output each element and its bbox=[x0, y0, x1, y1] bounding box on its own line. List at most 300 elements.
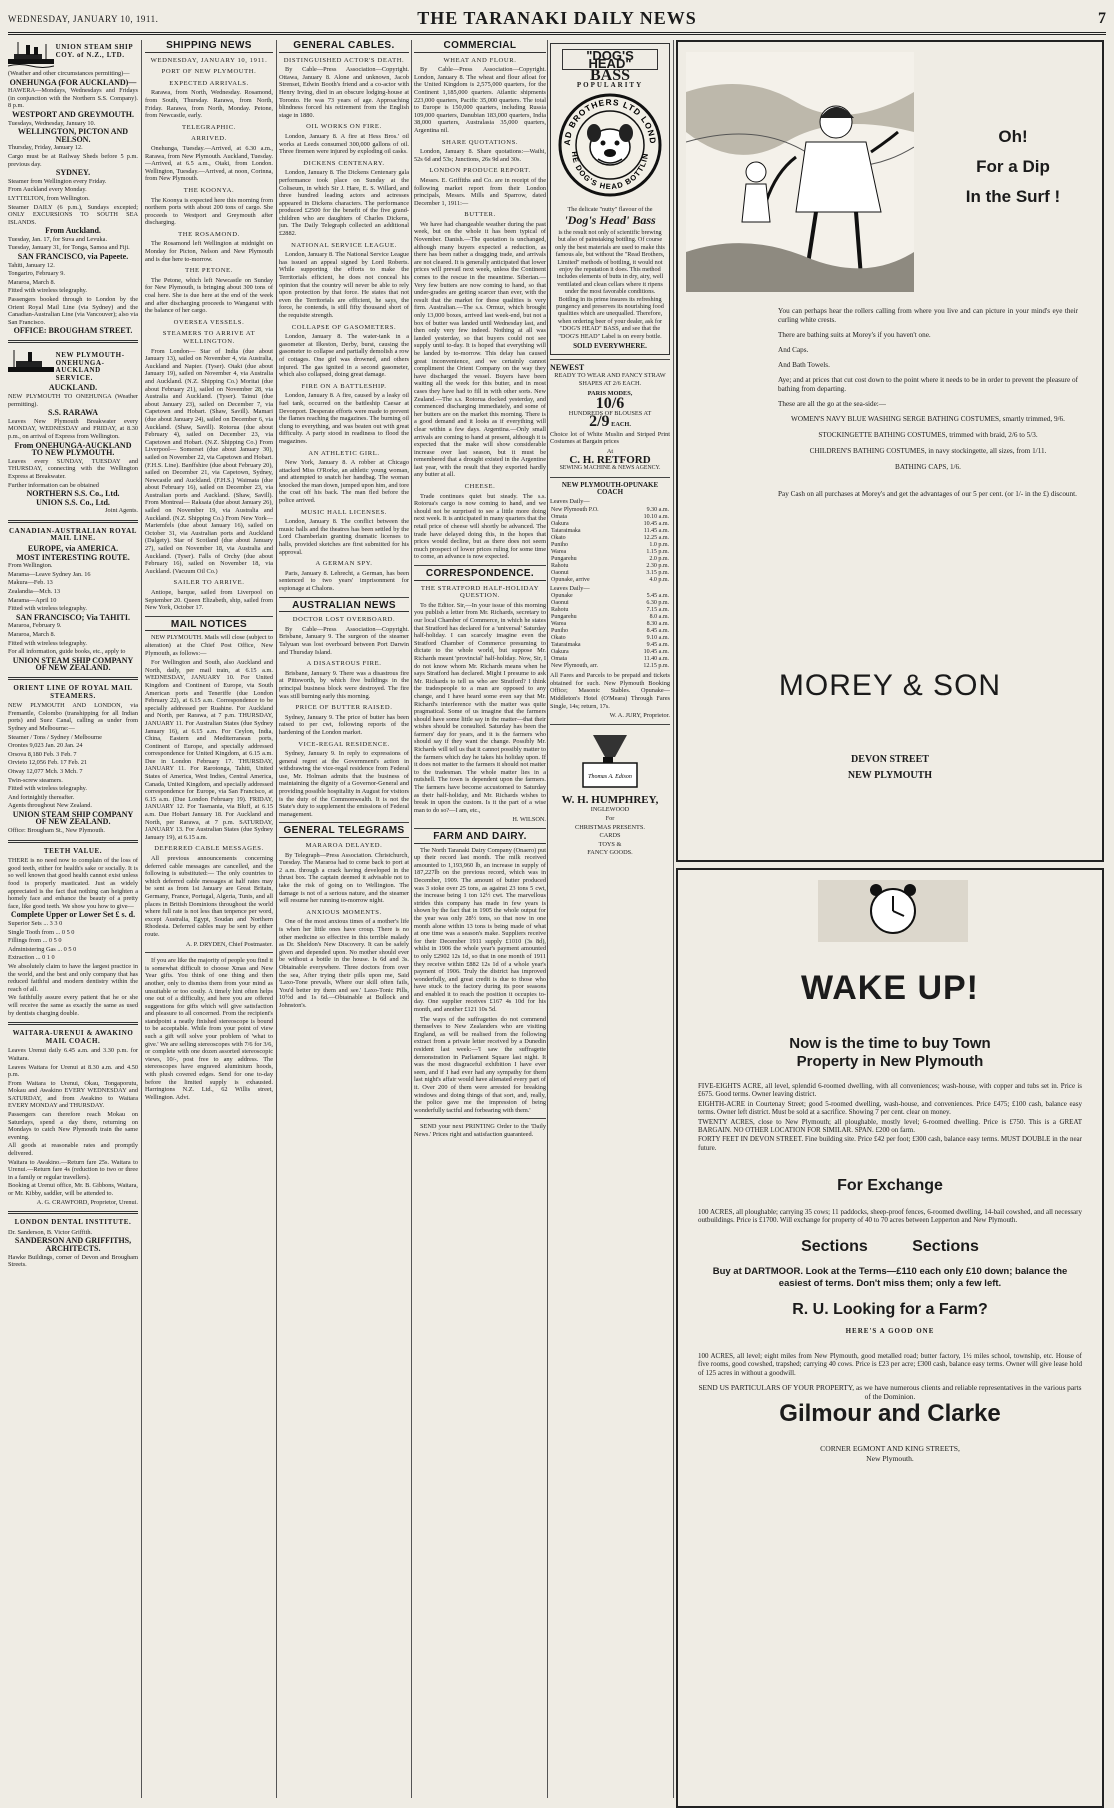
ad-line: Extraction ... 0 1 0 bbox=[8, 954, 55, 962]
timetable-stop: Omata bbox=[551, 513, 567, 520]
sections-heading bbox=[678, 1238, 1102, 1255]
farm-heading: R. U. Looking for a Farm? bbox=[792, 1301, 988, 1318]
ad-line: UNION S.S. Co., Ltd. bbox=[36, 497, 110, 507]
dogs-head-bass-ad bbox=[550, 43, 670, 355]
ad-text: For bbox=[605, 814, 615, 822]
ad-line: Tahiti, January 12. bbox=[8, 261, 55, 269]
article-text: The Rosamond left Wellington at midnight on Monday for Picton, Nelson and New Plymouth and is due here to-morrow. bbox=[145, 240, 273, 263]
ad-line: S.S. RARAWA bbox=[47, 408, 98, 418]
timetable-time: 12.15 p.m. bbox=[643, 663, 669, 670]
ad-line: UNION STEAM SHIP COMPANY OF NEW ZEALAND. bbox=[12, 809, 134, 827]
timetable-stop: Puniho bbox=[551, 628, 569, 635]
dartmoor-text: Buy at DARTMOOR. Look at the Terms—£110 each only £10 down; balance the easiest of terms. Don't miss them; only a few left. bbox=[712, 1266, 1068, 1289]
list-item: BATHING CAPS, 1/6. bbox=[895, 463, 961, 471]
signature: H. WILSON. bbox=[512, 816, 546, 824]
ad-line: Mararoa, March 8. bbox=[8, 278, 56, 286]
ad-line: OFFICE: BROUGHAM STREET. bbox=[13, 326, 133, 336]
timetable-stop: New Plymouth P.O. bbox=[551, 506, 599, 513]
list-item: FIVE-EIGHTS ACRE, all level, splendid 6-roomed dwelling, with all conveniences; wash-house, with copper and tubs set in. Price is £675. Good terms. Owner leaving district. bbox=[698, 1082, 1082, 1099]
subheading: DOCTOR LOST OVERBOARD. bbox=[292, 616, 396, 624]
ad-title: WAITARA-URENUI & AWAKINO MAIL COACH. bbox=[12, 1029, 134, 1045]
timetable-row bbox=[550, 570, 670, 577]
ad-line: AUCKLAND. bbox=[48, 383, 98, 393]
ad-text: You can perhaps hear the rollers calling from where you live and can picture in your mind's eye their curling white crests. bbox=[778, 307, 1078, 324]
list-item: EIGHTH-ACRE in Courtenay Street; good 5-roomed dwelling, wash-house, and conveniences. Price £475; £100 cash, balance easy terms. Owner left district. Must be sold at a sacrifice. Showing 7 per cent. clear on money. bbox=[698, 1099, 1082, 1117]
masthead-date: WEDNESDAY, JANUARY 10, 1911. bbox=[8, 14, 159, 24]
price: 10/6 bbox=[595, 395, 625, 413]
morey-copy bbox=[778, 307, 1078, 505]
timetable-stop: Oakura bbox=[551, 520, 569, 527]
ad-text: There are bathing suits at Morey's if you haven't one. bbox=[778, 331, 931, 339]
ad-line: From Wellington. bbox=[8, 562, 53, 570]
subheadline-line: Now is the time to buy Town bbox=[789, 1035, 991, 1052]
onehunga-service-ad bbox=[8, 348, 138, 515]
ad-headline: BASS bbox=[589, 67, 631, 85]
divider bbox=[279, 822, 409, 823]
article-text: To the Editor. Sir,—In your issue of this morning you publish a letter from Mr. Richards, secretary to our local Chamber of Commerce, in which he states that Stratford has declared for a 'universal' Saturday half-holiday. I can scarcely imagine even the Stratford Chamber of Commerce presuming to dictate to the whole world, but suppose Mr. Richards meant 'provincial' half-holiday. Now, Sir, I do not know whom Mr. Richards means when he says Stratford has declared. Might I presume to ask Mr. Richards to tell us who are Stratford? I think the tradespeople to a man are opposed to any change, and I have heard some even say that Mr. Richard's interference with the matter was quite pragmatical. Some of us imagine that the farmers should have some little say in the matter—that their wishes should be consulted. Saturday has been the farmers' day for years, and it is the farmers who should say if they want the change. Possibly Mr. Richards will tell us that it cannot possibly matter to the farmers which day he takes his holiday upon. If it does not matter to the farmers it should not matter to the tradesman. The whole matter lies in a nutshell. The town is dependent upon the farmers. The farmers have become accustomed to Saturday as their half-holiday, and Mr. Richards wishes to break in upon the custom. Is it the part of a wise man to do so?—I am, etc., bbox=[414, 601, 546, 814]
address-line: New Plymouth. bbox=[866, 1454, 914, 1463]
ad-line: From Auckland every Monday. bbox=[8, 186, 87, 194]
steamship-icon bbox=[8, 350, 54, 376]
ad-line: Leaves every SUNDAY, TUESDAY and THURSDAY, connecting with the Wellington Express at Breakwater. bbox=[8, 457, 138, 480]
ad-text: Pay Cash on all purchases at Morey's and get the advantages of our 5 per cent. (or 1/- in the £) discount. bbox=[778, 490, 1077, 498]
column-shipping-ads bbox=[8, 40, 138, 1800]
subheading: FIRE ON A BATTLESHIP. bbox=[301, 382, 387, 390]
subheading: LONDON PRODUCE REPORT. bbox=[429, 167, 531, 175]
ad-line: (Weather and other circumstances permitting)— bbox=[8, 70, 130, 77]
ad-line: Orsova 8,180 Feb. 3 Feb. 7 bbox=[8, 750, 77, 758]
ad-text: HUNDREDS OF BLOUSES AT bbox=[568, 409, 652, 417]
column-shipping-news bbox=[145, 40, 273, 1800]
ad-text: Aye; and at prices that cut cost down to the point where it needs to be in order to prevent the pleasure of bathing from departing. bbox=[778, 376, 1078, 393]
ad-line: Administering Gas ... 0 5 0 bbox=[8, 945, 77, 953]
subheading: A DISASTROUS FIRE. bbox=[306, 660, 382, 668]
list-item: TWENTY ACRES, close to New Plymouth; all ploughable, mostly level; 6-roomed dwelling. Price is £750. This is a GREAT BARGAIN. NO OTHER LOCATION FOR SIMILAR. SPAN. £200 on farm. bbox=[698, 1117, 1082, 1135]
subheading: THE ROSAMOND. bbox=[178, 230, 240, 238]
article-text: By Cable—Press Association—Copyright. London, January 8. The wheat and flour afloat for the United Kingdom is 2,575,000 quarters, for the Continent 1,185,000 quarters. Atlantic shipments 223,000 quarters, Pacific 35,000 quarters. The total to Europe is 150,000 quarters, including Russia 109,000 quarters, Danubian 183,000 quarters, India 38,000 quarters, Australasia 35,000 quarters, Argentina nil. bbox=[414, 66, 546, 134]
divider bbox=[414, 1118, 546, 1119]
ad-footer: SOLD EVERYWHERE. bbox=[573, 342, 647, 351]
ad-line: NEW PLYMOUTH AND LONDON, via Fremantle, Colombo (transhipping for all Indian ports) and Suez Canal, calling as under from Sydney and Melbourne:— bbox=[8, 702, 138, 732]
ad-text: READY TO WEAR AND FANCY STRAW SHAPES AT 2/6 EACH. bbox=[554, 372, 666, 387]
ad-line: Further information can be obtained bbox=[8, 481, 99, 489]
section-heading: GENERAL TELEGRAMS bbox=[279, 827, 409, 838]
divider bbox=[8, 340, 138, 343]
ad-text: is the result not only of scientific brewing but also of painstaking bottling. Of course only the best materials are used to make this famous ale, but without the "Read Brothers, Limited" methods of bottling, it would not enjoy the reputation it does. This method includes elements of butts in dry, airy, well ventilated and clean cellars where it ripens under the most favorable conditions. Bottling in its prime insures its refreshing pungency and preserves its nourishing food qualities which are unequalled. Therefore, when ordering beer of your dealer, ask for "DOG'S HEAD" BASS, and see that the "DOG'S HEAD" Label is on every bottle. bbox=[555, 228, 665, 340]
timetable-row bbox=[550, 614, 670, 621]
timetable-row bbox=[550, 621, 670, 628]
masthead-title: THE TARANAKI DAILY NEWS bbox=[417, 8, 697, 28]
article-text: London, January 8. The conflict between the music halls and the theatres has been settled by the Lord Chamberlain granting dramatic licenses to halls, provided sketches are first submitted for his approval. bbox=[279, 518, 409, 556]
timetable-stop: Rahotu bbox=[551, 562, 569, 569]
subheading: TELEGRAPHIC. bbox=[182, 123, 236, 131]
ad-line: WELLINGTON, PICTON AND NELSON. bbox=[17, 127, 129, 144]
badge-text-top: AD BROTHERS LTD LOND bbox=[561, 97, 659, 147]
ad-line: Orontes 9,023 Jan. 20 Jan. 24 bbox=[8, 742, 83, 750]
ad-title: ORIENT LINE OF ROYAL MAIL STEAMERS. bbox=[13, 683, 133, 700]
ad-line: NORTHERN S.S. Co., Ltd. bbox=[26, 489, 120, 499]
ad-text: FANCY GOODS. bbox=[587, 849, 633, 857]
retford-ad bbox=[550, 364, 670, 473]
ad-headline: C. H. RETFORD bbox=[569, 453, 651, 466]
divider bbox=[550, 359, 670, 360]
ad-line: SAN FRANCISCO, via Papeete. bbox=[17, 252, 129, 262]
ad-line: Fitted with wireless telegraphy. bbox=[8, 287, 87, 295]
ad-text: EACH. bbox=[611, 421, 631, 429]
divider bbox=[8, 1022, 138, 1025]
timetable-stop: Warea bbox=[551, 621, 567, 628]
ad-line: Fillings from ... 0 5 0 bbox=[8, 937, 62, 945]
ad-line: Cargo must be at Railway Sheds before 5 p.m. previous day. bbox=[8, 152, 138, 168]
ad-text: CARDS bbox=[599, 832, 621, 840]
article-text: All previous announcements concerning deferred cable messages are cancelled, and the following is substituted:— The only countries to which deferred cable messages at half rates may be sent as from 1st January are Great Britain, Germany, France, Portugal, Algeria, Tunis, and all places in British Dominions throughout the world where full rate is not less than tenpence per word, except Australia, Egypt, Soudan and Northern Rhodesia. Deferred cables may be sent by either route. bbox=[145, 855, 273, 938]
ad-line: Office: Brougham St., New Plymouth. bbox=[8, 827, 105, 835]
divider bbox=[414, 565, 546, 566]
ad-line: HAWERA—Mondays, Wednesdays and Fridays (in conjunction with the Northern S.S. Company). 8 p.m. bbox=[8, 87, 138, 110]
morey-and-son-ad bbox=[676, 40, 1104, 862]
ad-line: From ONEHUNGA-AUCKLAND TO NEW PLYMOUTH. bbox=[14, 440, 132, 458]
article-text: By Cable—Press Association—Copyright. Brisbane, January 9. The surgeon of the steamer Talyuan was lost overboard between Port Darwin and Thursday Island. bbox=[279, 625, 409, 656]
ad-line: Marama—April 10 bbox=[8, 596, 57, 604]
headline-line: Oh! bbox=[998, 127, 1028, 146]
article-text: The North Taranaki Dairy Company (Onaero) put up their record last month. The milk received amounted to 1,193,960 lb, an increase in supply of 187,227lb on the previous record, which was in December, 1909. The amount of butter produced was 3 stoke over 25 tons, as against 23 tons 5 cwt, the increase being 1 ton 12½ cwt. The marvellous strides this company has made in few years is shown by the fact that in 1905 the whole output for the year was only 28½ tons, so that now in one month alone within 13 tons is being made of what at one time was a season's make. Suppliers receive for their December 1911 supply £1010 (3s 8d), whilst in 1906 the whole year's payment amounted to only £2902 12s 1d, so that in one month of 1911 they receive within £882 12s 1d of a whole year's payment of 1906. Truly the district has improved wonderfully, and great credit is due to those who have stuck to the factory during its poor seasons and enabled it to reach the position it occupies to-day. One supplier receives £167 4s 10d for his month, and another £121 10s 5d. bbox=[414, 846, 546, 1014]
ad-text: INGLEWOOD bbox=[590, 806, 630, 814]
ad-line: Tuesday, Jan. 17, for Suva and Levuka. bbox=[8, 235, 108, 243]
article-text: Messrs. E. Griffiths and Co. are in receipt of the following market report from their London principals, Messrs. Mills and Sparrow, dated December 1, 1911:— bbox=[414, 176, 546, 207]
timetable-row bbox=[550, 521, 670, 528]
subheading: WHEAT AND FLOUR. bbox=[443, 56, 517, 64]
phonograph-icon bbox=[575, 729, 645, 793]
subheading: OIL WORKS ON FIRE. bbox=[306, 123, 382, 131]
timetable-row bbox=[550, 656, 670, 663]
divider bbox=[8, 1211, 138, 1214]
section-heading: AUSTRALIAN NEWS bbox=[279, 602, 409, 613]
subheading: ANXIOUS MOMENTS. bbox=[306, 908, 382, 916]
timetable-time: 2.30 p.m. bbox=[646, 562, 669, 569]
column-rule bbox=[141, 40, 142, 1798]
timetable-outbound bbox=[550, 507, 670, 584]
article-text: For Wellington and South, also Auckland and North, daily, per mail train, at 6.15 a.m. WEDNESDAY, JANUARY 10. For United Kingdom and Continent of Europe, via South American ports and Teneriffe (due London February 22), at 6.15 a.m. Correspondence to be specially addressed per Ruahine. For Auckland and North, per Rarawa, at 7 p.m. THURSDAY, JANUARY 11. For Australian States (due Sydney January 16), at 6.15 a.m. For Ceylon, India, China, Eastern and Mediterranean ports, Continent of Europe, and specially addressed correspondence for United Kingdom, at 6.15 a.m. Due in London February 17. THURSDAY, JANUARY 11. For Rarotonga, Tahiti, United States of America, West Indies, Central America, Canada, United Kingdom, and specially addressed correspondence for Europe, via San Francisco, at 6.15 a.m. (Due London February 19). FRIDAY, JANUARY 12. For Tasmania, via Bluff, at 6.15 a.m. Due Hobart January 18. For Auckland and North, per Rarawa, at 7 p.m. SATURDAY, JANUARY 13. For Australian States (due Sydney January 19), at 6.15 a.m. bbox=[145, 659, 273, 841]
sections-label: Sections bbox=[801, 1238, 868, 1255]
ad-line: From Waitara to Urenui, Okau, Tongaporutu, Mokau and Awakino EVERY WEDNESDAY and SATURDAY, and from Awakino to Waitara EVERY MONDAY and THURSDAY. bbox=[8, 1079, 138, 1110]
ad-line: Hawke Buildings, corner of Devon and Brougham Streets. bbox=[8, 1253, 138, 1269]
ad-text: TOYS & bbox=[598, 840, 622, 848]
ad-line: Twin-screw steamers. bbox=[8, 776, 63, 784]
timetable-row bbox=[550, 663, 670, 670]
ad-line: Leaves Urenui daily 6.45 a.m. and 3.30 p.m. for Waitara. bbox=[8, 1047, 138, 1062]
article-text: London, January 8. A fire, caused by a leaky oil fuel tank, occurred on the battleship Caesar at Devonport. Desperate efforts were made to prevent the flames reaching the magazines. The burning oil clung to everything, and was beaten out with great difficulty. A party stood in readiness to flood the magazines. bbox=[279, 392, 409, 445]
article-text: Rarawa, from North, Wednesday. Rosamond, from South, Thursday. Rarawa, from North, Friday. Rarawa, from North, Monday. Petone, from Newcastle, early. bbox=[145, 89, 273, 120]
ad-line: Tuesdays, Wednesday, January 10. bbox=[8, 119, 96, 127]
article-text: The Koonya is expected here this morning from northern ports with about 200 tons of cargo. She proceeds to Westport and Greymouth after discharging. bbox=[145, 196, 273, 227]
ad-line: SANDERSON AND GRIFFITHS, ARCHITECTS. bbox=[14, 1236, 132, 1253]
timetable-row bbox=[550, 600, 670, 607]
article-text: Antiope, barque, sailed from Liverpool on September 20. Queen Elizabeth, ship, sailed from New York, October 17. bbox=[145, 589, 273, 612]
ad-line: Passengers can therefore reach Mokau on Saturdays, spend a day there, returning on Mondays to catch New Plymouth train the same evening. bbox=[8, 1111, 138, 1141]
article-text: The ways of the suffragettes do not commend themselves to New Zealanders who are visiting England, as will be realised from the following extract from a private letter received by a Dunedin resident last week:—'I saw the suffragette demonstration in Parliament Square last night. It was the most disgraceful exhibition I have ever seen, and if I had ever had any sympathy for them last night's affair would have alienated every part of it. Over 200 of them were arrested for breaking windows and doing things of that sort, and, really, the police gave me the impression of being wonderfully tactful and forbearing with them.' bbox=[414, 1015, 546, 1114]
timetable-stop: Rahotu bbox=[551, 607, 569, 614]
column-rule bbox=[547, 40, 548, 1798]
alarm-clock-illustration-icon bbox=[818, 880, 968, 942]
subheading: BUTTER. bbox=[464, 211, 496, 219]
steamship-icon bbox=[8, 42, 54, 68]
ad-line: LYTTELTON, from Wellington. bbox=[8, 194, 90, 202]
article-text: New York, January 8. A robber at Chicago attacked Miss O'Rorke, an athletic young woman, and attempted to snatch her handbag. The woman knocked the man down, jumped upon him, and tore the coat off his back. The man fled before the police arrived. bbox=[279, 459, 409, 505]
article-text: London, January 8. The water-tank in a gasometer at Ilkeston, Derby, burst, causing the gasometer to collapse and partially demolish a row of cottages. One girl was drowned, and others injured. The gas ignited in a second gasometer, which also collapsed, doing great damage. bbox=[279, 333, 409, 379]
timetable-stop: Puniho bbox=[551, 541, 569, 548]
ad-line: Joint Agents. bbox=[105, 507, 138, 515]
section-heading: MAIL NOTICES bbox=[145, 621, 273, 632]
subheading: SAILER TO ARRIVE. bbox=[173, 579, 245, 587]
subheading: DEFERRED CABLE MESSAGES. bbox=[154, 845, 264, 853]
article-text: London, January 8. A fire at Hess Bros.' oil works at Leeds consumed 300,000 gallons of oil. Three firemen were injured by exploding oil casks. bbox=[279, 132, 409, 156]
column-cables bbox=[279, 40, 409, 1800]
send-particulars-text: SEND US PARTICULARS OF YOUR PROPERTY, as we have numerous clients and reliable representatives in the various parts of the Dominion. bbox=[698, 1383, 1082, 1401]
divider bbox=[8, 520, 138, 523]
farm-subheading: HERE'S A GOOD ONE bbox=[845, 1327, 935, 1335]
timetable-row bbox=[550, 556, 670, 563]
exchange-heading: For Exchange bbox=[837, 1177, 943, 1194]
ad-title: TEETH VALUE. bbox=[43, 846, 103, 855]
article-text: London, January 8. Share quotations:—Waihi, 52s 6d and 53s; Junctions, 26s 9d and 30s. bbox=[414, 148, 546, 163]
exchange-text: 100 ACRES, all ploughable; carrying 35 cows; 11 paddocks, sheep-proof fences, 6-roomed dwelling, 14-bail cowshed, and all necessary outbuildings. Price is £1700. Will exchange for property of 40 to 70 acres between Lepperton and New Plymouth. bbox=[698, 1208, 1082, 1225]
subheading: STEAMERS TO ARRIVE AT WELLINGTON. bbox=[162, 330, 256, 345]
ad-line: NEW PLYMOUTH TO ONEHUNGA (Weather permitting). bbox=[8, 392, 138, 408]
timetable-row bbox=[550, 649, 670, 656]
ad-headline: POPULARITY bbox=[576, 80, 644, 89]
ad-line: Leaves New Plymouth Breakwater every MONDAY, WEDNESDAY and FRIDAY, at 8.30 p.m., on arrival of Express from Wellington. bbox=[8, 417, 138, 440]
morey-address bbox=[688, 752, 1092, 784]
article-text: Onehunga, Tuesday.—Arrived, at 6.30 a.m., Rarawa, from New Plymouth. Auckland, Tuesday.—Arrived, at 6.5 a.m., Otaki, from London. Wellington, Tuesday.—Arrived, at noon, Corinna, from New Plymouth. bbox=[145, 144, 273, 183]
ad-line: Mararoa, February 9. bbox=[8, 622, 62, 630]
timetable-row bbox=[550, 535, 670, 542]
section-heading: COMMERCIAL bbox=[414, 42, 546, 53]
ad-text: And Caps. bbox=[778, 346, 809, 354]
ad-line: And fortnightly thereafter. bbox=[8, 793, 75, 801]
subheading: MARAROA DELAYED. bbox=[305, 842, 383, 850]
subheading: DICKENS CENTENARY. bbox=[303, 159, 385, 167]
ad-line: Fitted with wireless telegraphy. bbox=[8, 639, 87, 647]
ad-line: Superior Sets ... 3 3 0 bbox=[8, 920, 63, 927]
waitara-coach-ad bbox=[8, 1030, 138, 1206]
gilmour-address bbox=[678, 1444, 1102, 1464]
ad-line: Tongariro, February 9. bbox=[8, 270, 65, 278]
ad-text: Leaves Daily— bbox=[550, 497, 590, 505]
ad-line: WESTPORT AND GREYMOUTH. bbox=[11, 109, 135, 119]
timetable-stop: Opunake bbox=[551, 593, 573, 600]
bulldog-badge-icon bbox=[558, 93, 662, 197]
ad-text: And Bath Towels. bbox=[778, 361, 830, 369]
list-item: WOMEN'S NAVY BLUE WASHING SERGE BATHING COSTUMES, smartly trimmed, 9/6. bbox=[791, 415, 1065, 423]
ad-text: Choice lot of White Muslin and Striped Print Costumes at Bargain prices bbox=[550, 430, 670, 446]
ad-text: All Fares and Parcels to be prepaid and tickets obtained for such. New Plymouth Booking Office; Masonic Stables. Opunake—Middleton's Hotel (O'Meara) Through Fares Single, 14s; return, 17s. bbox=[550, 672, 670, 710]
subheading: MUSIC HALL LICENSES. bbox=[301, 508, 387, 516]
timetable-stop: Oakura bbox=[551, 649, 569, 656]
article-text: From London— Star of India (due about January 13), sailed on November 4, via Australia, Auckland and Napier. (Tyser). Otaki (due about January 19), sailed on November 4, via Australia and Auckland. (N.Z. Shipping Co.) Moritai (due about February 21), sailed on November 28, via Australia and Auckland. (Tyser). Tainui (due about January 23), sailed on December 7, via Capetown and Hobart. (Shaw, Savill). Mamari (due about January 24), sailed on December 6, via Auckland. (Shaw, Savill). Rotorua (due about February 4), sailed on December 23, via Capetown and Hobart. (N.Z. Shipping Co.) From Liverpool— Somerset (due about January 30), sailed on November 22, via Capetown and Hobart. (F.H.S. Line). Banffshire (due about February 20), sailed on December 21, via Capetown, Sydney, Newcastle and Auckland. (F.H.S.) Waimata (due about February 16), sailed on December 23, via Australian ports and Auckland. (Shaw, Savill). From Montreal— Raksaia (due about January 26), sailed on November 19, via Australia and Auckland. (N.Z. Shipping Co.) From New York— Mariemfels (due about January 16), sailed on October 31, via Australian ports and Auckland (Dalgety). Star of Scotland (due about January 27), sailed on November 18, via Australia and Auckland. (Tyser). Falls of Orchy (due about February 16), sailed on November 18, via Auckland. (Vacuum Oil Co.) bbox=[145, 347, 273, 575]
timetable-stop: Pungarehu bbox=[551, 614, 577, 621]
timetable-row bbox=[550, 528, 670, 535]
section-heading: SHIPPING NEWS bbox=[145, 42, 273, 53]
timetable-time: 2.0 p.m. bbox=[649, 555, 669, 562]
timetable-time: 6.30 p.m. bbox=[646, 600, 669, 607]
ad-line: UNION STEAM SHIP COMPANY OF NEW ZEALAND. bbox=[12, 655, 134, 673]
union-steamship-ad bbox=[8, 40, 138, 335]
section-heading: CORRESPONDENCE. bbox=[414, 570, 546, 581]
timetable-row bbox=[550, 607, 670, 614]
timetable-row bbox=[550, 635, 670, 642]
subheading: CHEESE. bbox=[464, 483, 496, 491]
article-text: By Telegraph—Press Association. Christchurch, Tuesday. The Mararoa had to come back to port at 2 a.m. through a crack having developed in the thrust box. The captain deemed it advisable not to take the risk of going on to Wellington. The damage is not of a serious nature, and the steamer will resume her running to-morrow night. bbox=[279, 851, 409, 905]
subheading: ARRIVED. bbox=[191, 135, 227, 143]
ad-headline: "DOG'S HEAD" bbox=[562, 49, 658, 70]
timetable-time: 11.45 a.m. bbox=[643, 527, 669, 534]
price: 2/9 bbox=[589, 413, 610, 431]
timetable-stop: Okato bbox=[551, 534, 566, 541]
article-text: Brisbane, January 9. There was a disastrous fire at Pittsworth, by which five buildings in the principal business block were destroyed. The fire was still burning early this morning. bbox=[279, 669, 409, 700]
ad-line: All goods at reasonable rates and promptly delivered. bbox=[8, 1142, 138, 1158]
ad-line: Zealandia—Mch. 13 bbox=[8, 588, 61, 596]
subheading: THE KOONYA. bbox=[183, 186, 235, 194]
timetable-time: 4.0 p.m. bbox=[649, 576, 669, 583]
ad-line: Leaves Waitara for Urenui at 8.30 a.m. and 4.50 p.m. bbox=[8, 1063, 138, 1079]
divider bbox=[8, 840, 138, 843]
ad-line: A. G. CRAWFORD, Proprietor, Urenui. bbox=[36, 1198, 138, 1206]
article-text: London, January 8. The National Service League has issued an appeal signed by Lord Roberts. While supporting the efforts to make the Territorials efficient, he does not conceal his opinion that the country will never be able to rely upon protection by that force. He states that not even the Territorials are efficient, he says, the force, he contends, is still fifty thousand short of the requisite strength. bbox=[279, 251, 409, 319]
headline-line: In the Surf ! bbox=[965, 187, 1061, 206]
subheading: COLLAPSE OF GASOMETERS. bbox=[291, 323, 397, 331]
timetable-stop: Oaonui bbox=[551, 600, 569, 607]
ad-line: Fitted with wireless telegraphy. bbox=[8, 785, 87, 793]
ad-line: Booking at Urenui office, Mr. B. Gibbons, Waitara, or Mr. Kibby, saddler, will be attended to. bbox=[8, 1182, 138, 1197]
ad-title: NEW PLYMOUTH-ONEHUNGA-AUCKLAND SERVICE. bbox=[55, 351, 125, 382]
ad-text: At bbox=[606, 448, 614, 455]
timetable-row bbox=[550, 593, 670, 600]
headline-line: For a Dip bbox=[976, 157, 1050, 176]
address-line: CORNER EGMONT AND KING STREETS, bbox=[820, 1444, 960, 1453]
subheading: SHARE QUOTATIONS. bbox=[441, 138, 519, 146]
subheading: THE STRATFORD HALF-HOLIDAY QUESTION. bbox=[420, 584, 540, 600]
phonograph-label: Thomas A. Edison bbox=[588, 773, 632, 780]
subheadline-line: Property in New Plymouth bbox=[796, 1053, 984, 1070]
timetable-time: 1.0 p.m. bbox=[649, 541, 669, 548]
dateline: WEDNESDAY, JANUARY 10, 1911. bbox=[150, 56, 268, 64]
signature: A. P. DRYDEN, Chief Postmaster. bbox=[185, 940, 273, 948]
bathers-illustration-icon bbox=[686, 52, 914, 292]
gilmour-name: Gilmour and Clarke bbox=[779, 1400, 1001, 1427]
timetable-time: 10.45 a.m. bbox=[643, 649, 669, 656]
masthead bbox=[8, 6, 1106, 35]
ad-text: CHRISTMAS PRESENTS. bbox=[575, 823, 645, 831]
subheading: AN ATHLETIC GIRL. bbox=[308, 449, 380, 457]
timetable-row bbox=[550, 563, 670, 570]
orient-line-ad bbox=[8, 685, 138, 835]
subheading: DISTINGUISHED ACTOR'S DEATH. bbox=[283, 56, 405, 64]
timetable-time: 1.15 p.m. bbox=[646, 548, 669, 555]
subheading: OVERSEA VESSELS. bbox=[173, 318, 245, 326]
timetable-stop: Oaonui bbox=[551, 569, 569, 576]
ad-headline: NEW PLYMOUTH-OPUNAKE COACH bbox=[561, 480, 659, 497]
ad-line: From Auckland. bbox=[45, 226, 101, 236]
subheading: NATIONAL SERVICE LEAGUE. bbox=[291, 241, 397, 249]
address-line: NEW PLYMOUTH bbox=[847, 770, 933, 781]
canadian-australian-ad bbox=[8, 528, 138, 672]
article-text: Trade continues quiet but steady. The s.s. Rotorua's cargo is now coming to hand, and we should not be surprised to see a little more doing next week. It is anticipated in many quarters that the retail price of cheese will shortly be advanced. The trade have delayed doing this, in the hopes that prices would decline, but as there does not seem much prospect of lower prices ruling for some time to come, an advance is now expected. bbox=[414, 492, 546, 561]
ad-line: Mararoa, March 8. bbox=[8, 631, 56, 638]
timetable-stop: Warea bbox=[551, 548, 567, 555]
ad-headline: 'Dog's Head' Bass bbox=[564, 213, 656, 228]
timetable-time: 9.45 a.m. bbox=[646, 642, 669, 649]
column-rule bbox=[673, 40, 674, 1798]
divider bbox=[550, 477, 670, 478]
ad-title: UNION STEAM SHIP COY. of N.Z., LTD. bbox=[55, 43, 133, 59]
ad-text: SEWING MACHINE & NEWS AGENCY. bbox=[559, 465, 661, 472]
timetable-stop: Pungarehu bbox=[551, 555, 577, 562]
ad-line: THERE is no need now to complain of the loss of good teeth, either for health's sake or socially. It is so well known that good health cannot exist unless food is properly masticated. Just as widely appreciated is the fact that nothing can heighten a homely face and enhance the beauty of a pretty face, like good teeth. We show you how to give— bbox=[8, 857, 138, 910]
section-heading: FARM AND DAIRY. bbox=[414, 833, 546, 844]
ad-line: We absolutely claim to have the largest practice in the world, and the best and only company that has reduced faithful and modern dentistry within the reach of all. bbox=[8, 962, 138, 993]
item-list bbox=[778, 415, 1078, 472]
printing-ad: SEND your next PRINTING Order to the 'Daily News.' Prices right and satisfaction guaranteed. bbox=[414, 1123, 546, 1138]
column-rule bbox=[276, 40, 277, 1798]
timetable-stop: New Plymouth, arr. bbox=[551, 663, 598, 670]
column-display-ads bbox=[676, 40, 1106, 1800]
timetable-time: 8.45 a.m. bbox=[646, 628, 669, 635]
list-item: STOCKINGETTE BATHING COSTUMES, trimmed with braid, 2/6 to 5/3. bbox=[818, 431, 1038, 439]
article-text: Sydney, January 9. In reply to expressions of general regret at the Government's action in withdrawing the vice-regal residence from Federal use, Mr. Holman admits that the business of maintaining the dignity of a Governor-General and providing possible hospitality in August for visitors is the duty of the Commonwealth. It is not the State's duty to supplement the emissions of Federal management. bbox=[279, 750, 409, 818]
ad-line: Tuesday, January 31, for Tonga, Samoa and Fiji. bbox=[8, 244, 130, 252]
subheading: THE PETONE. bbox=[185, 267, 233, 275]
column-commercial bbox=[414, 40, 546, 1800]
ad-text: Leaves Daily— bbox=[550, 584, 590, 592]
ad-line: Steamer from Wellington every Friday. bbox=[8, 177, 107, 185]
ad-line: Fitted with wireless telegraphy. bbox=[8, 605, 87, 613]
teeth-value-ad bbox=[8, 848, 138, 1017]
article-text: We have had changeable weather during the past week, but on the whole it has been typical of November. Danish.—The quotation is unchanged, although many buyers expected a reduction, as there has been rather a dragging trade, and arrivals are not cleared. It is generally anticipated that lower prices will prevail next week, unless the Continent comes to the rescue in the meantime. Siberian.—Very few butters are now coming to hand, so that under-grades are getting scarcer than ever, with the result that the market for these qualities is very firm. Australian.—The s.s. Ormuz, which brought only 13,000 boxes, arrived last week-end, but not a box of butter was landed until Wednesday last, and then only very few indeed. Nothing at all was landed yesterday, so that buyers could not see supply until to-day. It is hoped that everything will be landed by to-morrow. This delay has caused great inconvenience, and we certainly cannot compliment the Orient Company on the way they have discharged the vessel. Buyers have been waiting all the week for this butter, and in most cases they have had to fill in with other sorts. New Zealand.—The s.s. Rotorua docked yesterday, and commenced discharging immediately, and some of her butters are on the market this morning. There is a good demand and it looks as if everything will clear within a few days. Argentina.—Only small arrivals are coming to hand at present, although it is expected that the make will show considerable increase over last season, but it must be remembered that a drought existed in the Argentine last year, with the result that they exported hardly any butter at all. bbox=[414, 220, 546, 479]
timetable-time: 8.0 a.m. bbox=[649, 614, 669, 621]
timetable-row bbox=[550, 549, 670, 556]
ad-line: We faithfully assure every patient that he or she will receive the same as exactly the same as used by dentists charging double. bbox=[8, 994, 138, 1017]
article-text: If you are like the majority of people you find it is somewhat difficult to choose Xmas and New Year gifts. You think of one thing and then another, only to dismiss them from your mind as unsuitable or too costly. A timely hint often helps one out of a difficulty, and here you are offered suggestions for gifts which will give satisfaction and pleasure to all concerned. From the recipient's standpoint a neatly finished stereoscope is bound to be acceptable. While from your point of view such a gift will solve your problem of 'what to give.' We are selling stereoscopes with 7/6 for 3/6, or complete with one dozen assorted stereoscopic views, 10/-, post free to any address. The stereoscopes have engraved aluminium hoods, with plush covered edges. Send for one to-day before the limited supply is exhausted. Harringtons N.Z. Ltd., 62 Willis street, Wellington. Advt. bbox=[145, 957, 273, 1101]
ad-line: Agents throughout New Zealand. bbox=[8, 802, 92, 810]
signature: W. A. JURY, Proprietor. bbox=[609, 712, 670, 720]
timetable-row bbox=[550, 628, 670, 635]
ad-line: Steamer DAILY (6 p.m.), Sundays excepted; ONLY EXCURSIONS TO SOUTH SEA ISLANDS. bbox=[8, 203, 138, 226]
ad-line: Makura—Feb. 13 bbox=[8, 579, 53, 587]
morey-headline bbox=[933, 122, 1093, 212]
humphrey-ad bbox=[550, 729, 670, 857]
page-number: 7 bbox=[1098, 10, 1106, 27]
divider bbox=[414, 828, 546, 829]
sections-label: Sections bbox=[912, 1238, 979, 1255]
timetable-row bbox=[550, 577, 670, 584]
timetable-return bbox=[550, 593, 670, 670]
timetable-row bbox=[550, 507, 670, 514]
gilmour-clarke-ad bbox=[676, 868, 1104, 1808]
ad-text: These are all the go at the sea-side:— bbox=[778, 400, 886, 408]
ad-text: PARIS MODES, bbox=[587, 390, 633, 398]
timetable-row bbox=[550, 642, 670, 649]
divider bbox=[145, 952, 273, 953]
timetable-time: 12.25 a.m. bbox=[643, 534, 669, 541]
ad-line: Dr. Sanderson, B. Victor Griffith. bbox=[8, 1228, 93, 1236]
article-text: Paris, January 8. Lehrecht, a German, has been sentenced to two years' imprisonment for espionage at Chalons. bbox=[279, 569, 409, 592]
dental-institute-ad bbox=[8, 1219, 138, 1269]
ad-line: Marama—Leave Sydney Jan. 16 bbox=[8, 570, 91, 578]
address-line: DEVON STREET bbox=[851, 754, 929, 765]
subheading: A GERMAN SPY. bbox=[315, 560, 373, 568]
ad-line: Single Tooth from ... 0 5 0 bbox=[8, 928, 75, 936]
ad-title: LONDON DENTAL INSTITUTE. bbox=[14, 1218, 132, 1227]
